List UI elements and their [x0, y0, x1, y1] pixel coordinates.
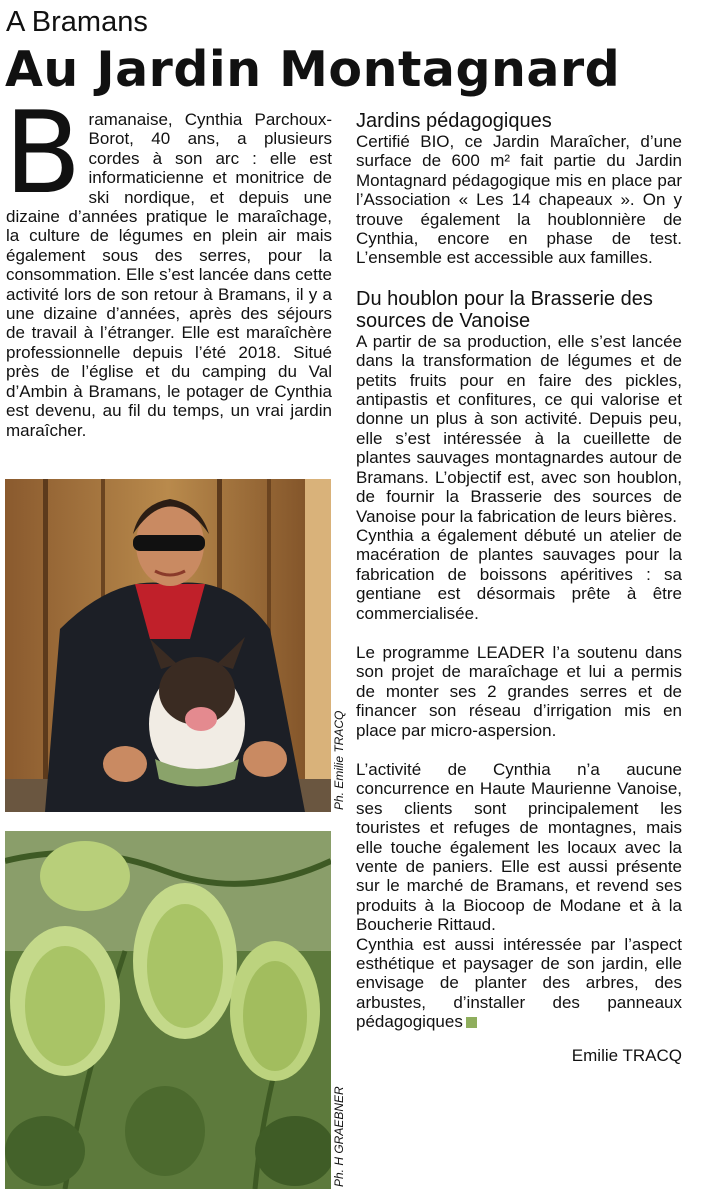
paragraph-houblon: A partir de sa production, elle s’est lancée dans la transformation de légumes et de petits fruits pour en faire des pickles, antipastis et confitures, ce qui valorise et donne un plus à son activité. Depuis peu, elle s’est intéressée à la cueillette de plantes sauvages montagnardes autour de Bramans. L’objectif est, avec son houblon, de fournir la Brasserie des sources de Vanoise pour la fabrication de leurs bières. [356, 331, 682, 526]
intro-paragraph [4, 87, 333, 440]
paragraph-esthetique [356, 935, 682, 1032]
spacer [356, 623, 682, 643]
headline: Au Jardin Montagnard [5, 41, 621, 98]
paragraph-activite: L’activité de Cynthia n’a aucune concurrence en Haute Maurienne Vanoise, ses clients sont principalement les touristes et refuges de montagnes, mais elle touche également les locaux avec la vente de paniers. Elle est aussi présente sur le marché de Bramans, et revend ses produits à la Biocoop de Modane et à la Boucherie Rittaud. [356, 759, 682, 935]
end-mark-icon [466, 1017, 477, 1028]
intro-text: ramanaise, Cynthia Parchoux-Borot, 40 ans, a plusieurs cordes à son arc : elle est informaticienne et monitrice de ski nordique, et depuis une dizaine d’années pratique le maraîchage, la culture de légumes en plein air mais également sous des serres, pour la consommation. Elle s’est lancée dans cette activité lors de son retour à Bramans, il y a une dizaine d’années, après des séjours de travail à l’étranger. Elle est maraîchère professionnelle depuis l’été 2018. Situé près de l’église et du camping du Val d’Ambin à Bramans, le potager de Cynthia est devenu, au fil du temps, un vrai jardin maraîcher. [6, 110, 333, 440]
paragraph-jardins: Certifié BIO, ce Jardin Maraîcher, d’une surface de 600 m² fait partie du Jardin Montagnard pédagogique mis en place par l’Association « Les 14 chapeaux ». On y trouve également la houblonnière de Cynthia, encore en phase de test. L’ensemble est accessible aux familles. [356, 132, 682, 268]
spacer [356, 268, 682, 288]
right-column [356, 110, 682, 1065]
kicker: A Bramans [6, 6, 148, 38]
photo-woman-with-dog [5, 479, 331, 812]
drop-cap: B [4, 87, 82, 219]
photo-hops [5, 831, 331, 1189]
photo-credit-2: Ph. H GRAEBNER [332, 1086, 346, 1187]
author-signature: Emilie TRACQ [571, 1045, 682, 1065]
paragraph-leader: Le programme LEADER l’a soutenu dans son projet de maraîchage et lui a permis de monter ses 2 grandes serres et de financer son réseau d’irrigation mis en place par micro-aspersion. [356, 642, 682, 740]
left-column [4, 87, 333, 440]
spacer [356, 740, 682, 760]
paragraph-esthetique-text: Cynthia est aussi intéressée par l’aspect esthétique et paysager de son jardin, elle envisage de planter des arbres, des arbustes, d’installer des panneaux pédagogiques [356, 934, 682, 1032]
subhead-houblon: Du houblon pour la Brasserie des sources de Vanoise [356, 287, 653, 332]
woman-dog-illustration [5, 479, 331, 812]
paragraph-maceration: Cynthia a également débuté un atelier de macération de plantes sauvages pour la fabrication de boissons apéritives : sa gentiane est désormais prête à être commercialisée. [356, 525, 682, 623]
photo-credit-1: Ph. Emilie TRACQ [332, 710, 346, 810]
hops-illustration [5, 831, 331, 1189]
subhead-jardins: Jardins pédagogiques [356, 110, 552, 132]
